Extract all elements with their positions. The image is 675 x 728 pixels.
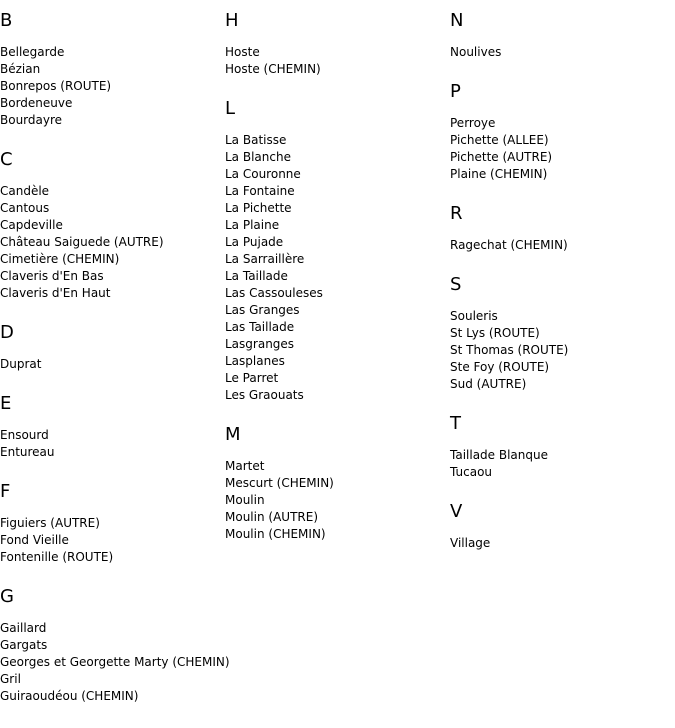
street-link[interactable]: Souleris <box>450 309 498 323</box>
street-link[interactable]: Taillade Blanque <box>450 448 548 462</box>
letter-section-v <box>450 501 675 552</box>
index-column-1 <box>0 10 230 725</box>
street-link[interactable]: Fontenille (ROUTE) <box>0 550 114 564</box>
street-link[interactable]: Entureau <box>0 445 55 459</box>
section-letter-heading: L <box>225 98 236 119</box>
letter-section-p <box>450 81 675 183</box>
section-letter-heading: V <box>450 501 463 522</box>
letter-section-r <box>450 203 675 254</box>
street-link[interactable]: Village <box>450 536 491 550</box>
street-link[interactable]: Bonrepos (ROUTE) <box>0 79 112 93</box>
letter-section-c <box>0 149 225 302</box>
section-letter-heading: B <box>0 10 13 31</box>
street-link[interactable]: Ste Foy (ROUTE) <box>450 360 550 374</box>
street-link[interactable]: Château Saiguede (AUTRE) <box>0 235 164 249</box>
street-link[interactable]: Mescurt (CHEMIN) <box>225 476 334 490</box>
street-link[interactable]: Bourdayre <box>0 113 63 127</box>
street-link[interactable]: Les Graouats <box>225 388 304 402</box>
section-letter-heading: N <box>450 10 464 31</box>
section-letter-heading: E <box>0 393 12 414</box>
street-link[interactable]: Ragechat (CHEMIN) <box>450 238 568 252</box>
letter-section-m <box>225 424 450 543</box>
street-list <box>0 427 225 461</box>
street-link[interactable]: La Plaine <box>225 218 280 232</box>
street-link[interactable]: Hoste <box>225 45 260 59</box>
section-letter-heading: P <box>450 81 461 102</box>
street-link[interactable]: Bellegarde <box>0 45 65 59</box>
street-link[interactable]: Cimetière (CHEMIN) <box>0 252 120 266</box>
street-list <box>450 447 675 481</box>
street-link[interactable]: Claveris d'En Haut <box>0 286 111 300</box>
street-link[interactable]: Cantous <box>0 201 50 215</box>
letter-section-s <box>450 274 675 393</box>
street-link[interactable]: Noulives <box>450 45 502 59</box>
street-link[interactable]: La Batisse <box>225 133 287 147</box>
street-link[interactable]: La Pujade <box>225 235 284 249</box>
street-link[interactable]: Moulin (CHEMIN) <box>225 527 326 541</box>
street-link[interactable]: Pichette (ALLEE) <box>450 133 549 147</box>
letter-section-d <box>0 322 225 373</box>
street-list <box>450 115 675 183</box>
street-link[interactable]: Claveris d'En Bas <box>0 269 104 283</box>
street-list <box>450 535 675 552</box>
street-link[interactable]: Capdeville <box>0 218 63 232</box>
street-list <box>225 458 450 543</box>
street-link[interactable]: La Fontaine <box>225 184 295 198</box>
street-link[interactable]: Ensourd <box>0 428 49 442</box>
street-list <box>225 44 450 78</box>
street-list <box>450 44 675 61</box>
street-link[interactable]: La Taillade <box>225 269 288 283</box>
street-list <box>0 183 225 302</box>
street-link[interactable]: La Couronne <box>225 167 301 181</box>
street-link[interactable]: La Blanche <box>225 150 291 164</box>
street-link[interactable]: Gril <box>0 672 21 686</box>
street-link[interactable]: Georges et Georgette Marty (CHEMIN) <box>0 655 230 669</box>
street-link[interactable]: Fond Vieille <box>0 533 69 547</box>
street-link[interactable]: Duprat <box>0 357 42 371</box>
street-link[interactable]: Candèle <box>0 184 50 198</box>
street-link[interactable]: Bézian <box>0 62 41 76</box>
section-letter-heading: H <box>225 10 239 31</box>
street-link[interactable]: Hoste (CHEMIN) <box>225 62 321 76</box>
street-link[interactable]: Las Granges <box>225 303 300 317</box>
street-link[interactable]: Lasgranges <box>225 337 295 351</box>
letter-section-t <box>450 413 675 481</box>
section-letter-heading: S <box>450 274 462 295</box>
section-letter-heading: R <box>450 203 463 224</box>
letter-section-l <box>225 98 450 404</box>
street-link[interactable]: Bordeneuve <box>0 96 73 110</box>
street-link[interactable]: Plaine (CHEMIN) <box>450 167 548 181</box>
street-link[interactable]: Las Taillade <box>225 320 295 334</box>
letter-section-h <box>225 10 450 78</box>
street-link[interactable]: Moulin (AUTRE) <box>225 510 318 524</box>
street-link[interactable]: Le Parret <box>225 371 279 385</box>
street-list <box>450 237 675 254</box>
street-list <box>0 515 225 566</box>
section-letter-heading: M <box>225 424 241 445</box>
street-link[interactable]: Pichette (AUTRE) <box>450 150 553 164</box>
street-link[interactable]: Las Cassouleses <box>225 286 323 300</box>
street-link[interactable]: St Thomas (ROUTE) <box>450 343 569 357</box>
street-link[interactable]: Lasplanes <box>225 354 285 368</box>
street-link[interactable]: La Pichette <box>225 201 292 215</box>
street-list <box>0 620 230 705</box>
street-link[interactable]: Moulin <box>225 493 265 507</box>
street-list <box>0 44 225 129</box>
section-letter-heading: F <box>0 481 11 502</box>
letter-section-n <box>450 10 675 61</box>
street-link[interactable]: Gargats <box>0 638 48 652</box>
street-link[interactable]: Figuiers (AUTRE) <box>0 516 100 530</box>
index-column-3 <box>450 10 675 572</box>
street-list <box>0 356 225 373</box>
letter-section-b <box>0 10 225 129</box>
letter-section-f <box>0 481 225 566</box>
street-link[interactable]: Perroye <box>450 116 496 130</box>
street-list <box>225 132 450 404</box>
street-link[interactable]: Gaillard <box>0 621 47 635</box>
street-link[interactable]: La Sarraillère <box>225 252 305 266</box>
street-link[interactable]: Guiraoudéou (CHEMIN) <box>0 689 139 703</box>
section-letter-heading: T <box>450 413 461 434</box>
street-link[interactable]: Tucaou <box>450 465 493 479</box>
section-letter-heading: C <box>0 149 13 170</box>
letter-section-g <box>0 586 230 705</box>
street-list <box>450 308 675 393</box>
street-link[interactable]: St Lys (ROUTE) <box>450 326 540 340</box>
street-link[interactable]: Sud (AUTRE) <box>450 377 527 391</box>
street-link[interactable]: Martet <box>225 459 265 473</box>
index-column-2 <box>225 10 450 563</box>
section-letter-heading: D <box>0 322 14 343</box>
letter-section-e <box>0 393 225 461</box>
section-letter-heading: G <box>0 586 14 607</box>
